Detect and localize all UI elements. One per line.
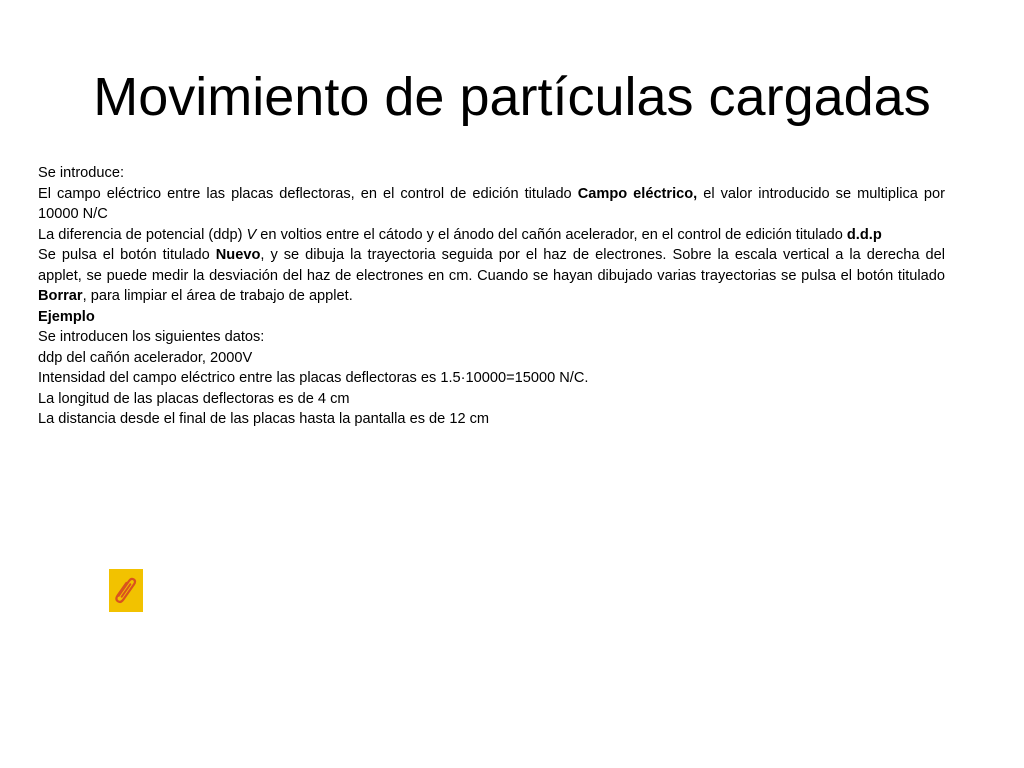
example-line: Intensidad del campo eléctrico entre las placas deflectoras es 1.5·10000=15000 N/C.: [38, 370, 589, 386]
paperclip-icon: [109, 569, 143, 612]
paragraph-botones: [38, 245, 945, 307]
paragraph-ddp: [38, 225, 945, 246]
paragraph-text: , para limpiar el área de trabajo de applet.: [82, 288, 353, 304]
slide-title: Movimiento de partículas cargadas: [93, 67, 931, 127]
example-line: Se introducen los siguientes datos:: [38, 329, 265, 345]
intro-line: Se introduce:: [38, 165, 124, 181]
button-name-nuevo: Nuevo: [215, 247, 261, 263]
variable-v: V: [246, 226, 257, 243]
paragraph-text: el valor introducido se multiplica por 10000 N/C: [38, 185, 946, 222]
paragraph-text: La diferencia de potencial (ddp): [38, 226, 247, 243]
button-name-borrar: Borrar: [38, 288, 83, 304]
control-name-ddp: d.d.p: [846, 226, 882, 243]
example-heading-text: Ejemplo: [38, 308, 95, 325]
example-line: ddp del cañón acelerador, 2000V: [38, 349, 253, 366]
paragraph-text: El campo eléctrico entre las placas deflectoras, en el control de edición titulado: [38, 185, 578, 202]
paragraph-campo-electrico: [38, 184, 945, 225]
example-line: La distancia desde el final de las placas hasta la pantalla es de 12 cm: [38, 411, 490, 427]
example-line: La longitud de las placas deflectoras es de 4 cm: [38, 390, 350, 407]
control-name-campo-electrico: Campo eléctrico,: [577, 185, 698, 202]
example-heading: [38, 307, 945, 328]
slide-body: [38, 163, 945, 430]
paragraph-text: Se pulsa el botón titulado: [38, 247, 216, 263]
paragraph-text: , y se dibuja la trayectoria seguida por el haz de electrones. Sobre la escala vertical a la derecha del applet, se puede medir la desviación del haz de electrones en cm. Cuando se hayan dibujado varias trayectorias se pulsa el botón titulado: [38, 247, 945, 284]
paperclip-link-button[interactable]: [109, 569, 143, 612]
paragraph-text: en voltios entre el cátodo y el ánodo del cañón acelerador, en el control de edición titulado: [256, 226, 847, 243]
